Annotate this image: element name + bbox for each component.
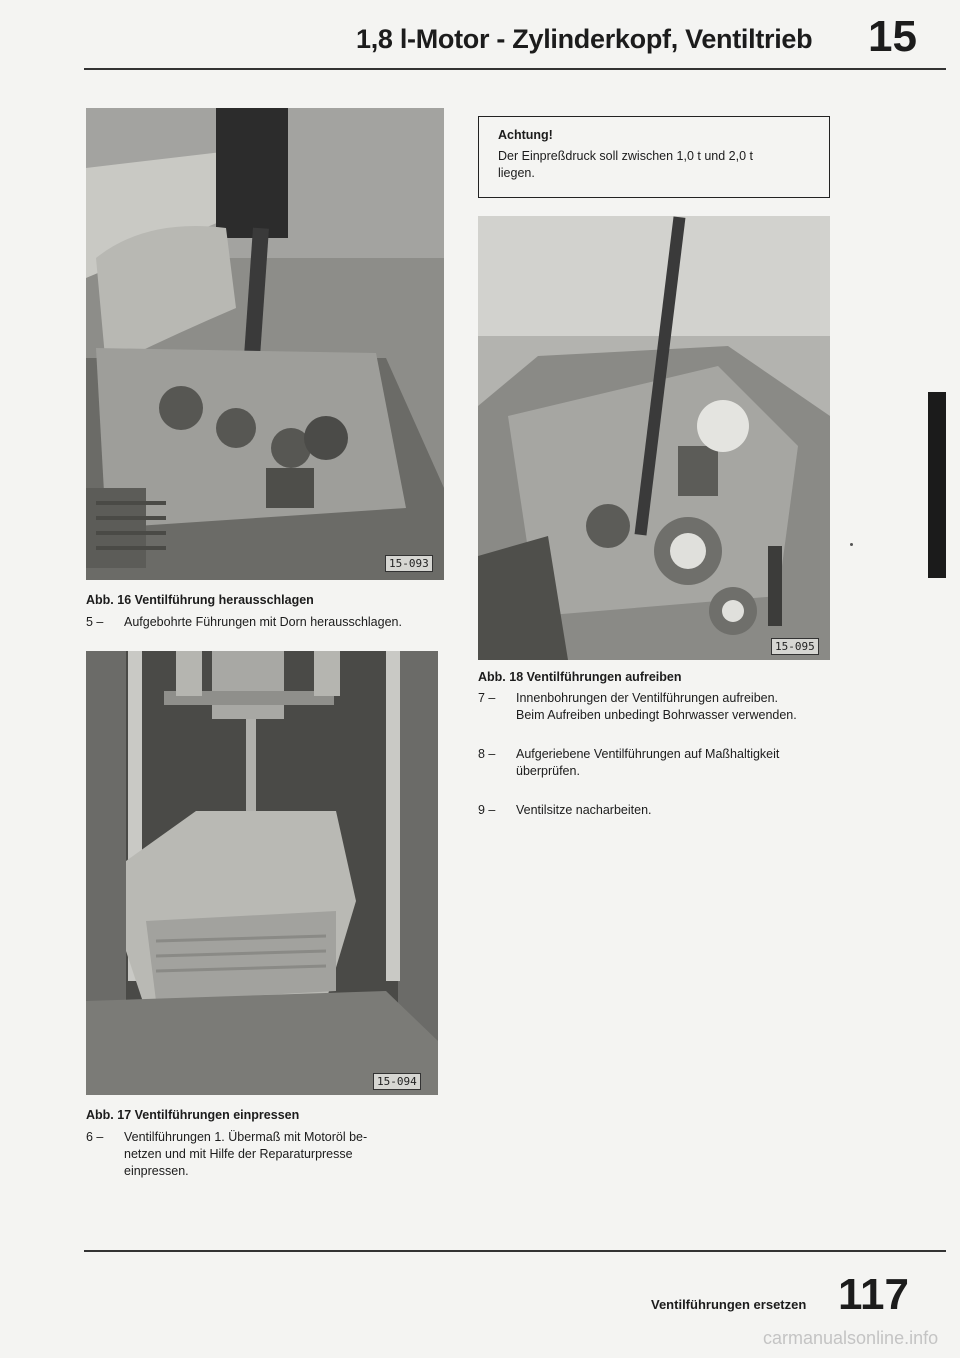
figure-caption: Abb. 16 Ventilführung herausschlagen <box>86 593 314 607</box>
figure-caption: Abb. 17 Ventilführungen einpressen <box>86 1108 300 1122</box>
photo-label: 15-093 <box>385 555 433 572</box>
step-item <box>478 690 858 726</box>
step-number: 8 – <box>478 747 496 761</box>
header-rule <box>84 68 946 70</box>
warning-title: Achtung! <box>498 128 553 142</box>
print-mark <box>850 543 853 546</box>
step-text: Aufgeriebene Ventilführungen auf Maßhaltigkeit überprüfen. <box>516 747 780 778</box>
page-number: 117 <box>838 1270 909 1319</box>
step-item <box>86 614 466 634</box>
photo-label: 15-095 <box>771 638 819 655</box>
photo-illustration <box>478 216 830 660</box>
footer-rule <box>84 1250 946 1252</box>
watermark: carmanualsonline.info <box>763 1328 939 1348</box>
step-text: Ventilsitze nacharbeiten. <box>516 803 652 817</box>
step-number: 5 – <box>86 615 104 629</box>
photo-illustration <box>86 108 444 580</box>
page-title: 1,8 l-Motor - Zylinderkopf, Ventiltrieb <box>356 24 813 54</box>
footer-section-title: Ventilführungen ersetzen <box>651 1297 807 1312</box>
step-number: 9 – <box>478 803 496 817</box>
warning-text-line: Der Einpreßdruck soll zwischen 1,0 t und 2,0 t <box>498 149 753 163</box>
step-item <box>86 1129 466 1185</box>
warning-box <box>478 116 830 198</box>
photo-valve-guide-knock-out <box>86 108 444 580</box>
step-number: 7 – <box>478 691 496 705</box>
photo-label: 15-094 <box>373 1073 421 1090</box>
step-text: Innenbohrungen der Ventilführungen aufreiben. Beim Aufreiben unbedingt Bohrwasser verwenden. <box>516 691 797 722</box>
photo-illustration <box>86 651 438 1095</box>
step-text: Aufgebohrte Führungen mit Dorn herausschlagen. <box>124 615 402 629</box>
step-number: 6 – <box>86 1130 104 1144</box>
figure-caption: Abb. 18 Ventilführungen aufreiben <box>478 670 682 684</box>
chapter-thumb-tab <box>928 392 946 578</box>
photo-valve-guide-ream <box>478 216 830 660</box>
step-text: Ventilführungen 1. Übermaß mit Motoröl be- netzen und mit Hilfe der Reparaturpresse einpressen. <box>124 1130 368 1178</box>
photo-valve-guide-press-in <box>86 651 438 1095</box>
chapter-number: 15 <box>868 12 917 61</box>
step-item <box>478 802 858 820</box>
step-item <box>478 746 858 782</box>
warning-text-line: liegen. <box>498 166 535 180</box>
